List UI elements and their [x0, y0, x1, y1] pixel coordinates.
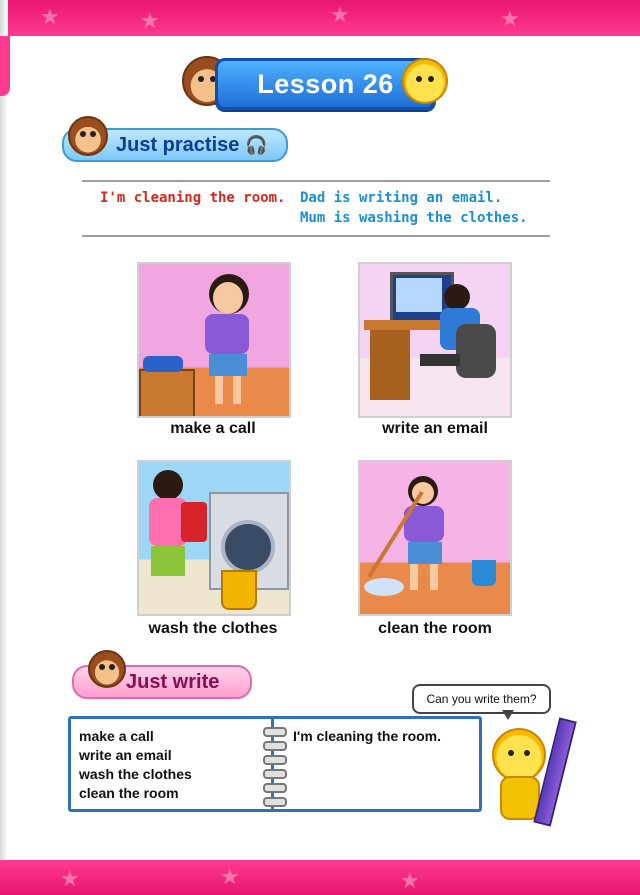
practise-sentence-blue-2: Mum is washing the clothes. — [300, 210, 528, 226]
mum-skirt — [151, 546, 185, 576]
top-pink-band — [0, 0, 640, 36]
just-write-title: Just write — [126, 670, 220, 693]
girl-leg — [410, 564, 418, 590]
picture-label: write an email — [382, 420, 488, 437]
spiral-ring-icon — [263, 769, 287, 779]
star-decoration-icon: ★ — [40, 4, 60, 29]
girl-shorts — [408, 542, 442, 564]
monitor-screen — [396, 278, 442, 312]
writing-notebook — [68, 716, 482, 812]
star-decoration-icon: ★ — [140, 8, 160, 33]
star-decoration-icon: ★ — [60, 866, 80, 891]
star-decoration-icon: ★ — [500, 6, 520, 31]
picture-label: wash the clothes — [148, 620, 278, 637]
spiral-ring-icon — [263, 755, 287, 765]
speech-bubble — [412, 684, 551, 714]
desk-drawer — [370, 330, 410, 400]
cat-mascot-icon — [402, 58, 448, 104]
cat-body — [500, 776, 540, 820]
laundry-basket-icon — [221, 570, 257, 610]
star-decoration-icon: ★ — [220, 864, 240, 889]
bottom-pink-band — [0, 860, 640, 895]
telephone-icon — [143, 356, 183, 372]
monkey-writer-icon — [88, 650, 126, 688]
girl-shorts — [209, 354, 247, 376]
picture-make-a-call — [137, 262, 291, 418]
bucket-icon — [472, 560, 496, 586]
machine-door — [221, 520, 275, 574]
star-decoration-icon: ★ — [330, 2, 350, 27]
notebook-phrase: write an email — [79, 747, 172, 763]
spiral-ring-icon — [263, 727, 287, 737]
notebook-sentence: I'm cleaning the room. — [293, 728, 442, 744]
monkey-reader-icon — [68, 116, 108, 156]
page-edge-shadow — [0, 0, 8, 895]
practise-sentence-red: I'm cleaning the room. — [100, 190, 286, 206]
dad-trousers — [420, 354, 460, 366]
dad-hair — [444, 284, 470, 310]
mum-hair — [153, 470, 183, 500]
notebook-phrase: make a call — [79, 728, 154, 744]
picture-wash-the-clothes — [137, 460, 291, 616]
speech-bubble-text: Can you write them? — [426, 692, 537, 706]
girl-leg — [430, 564, 438, 590]
girl-leg — [233, 376, 241, 404]
notebook-phrase: clean the room — [79, 785, 179, 801]
picture-label: make a call — [170, 420, 256, 437]
picture-label: clean the room — [378, 620, 492, 637]
lesson-title: Lesson 26 — [257, 68, 394, 99]
bottom-rule-line — [82, 235, 550, 237]
mop-head-icon — [364, 578, 404, 596]
girl-shirt — [205, 314, 249, 354]
picture-clean-the-room — [358, 460, 512, 616]
girl-leg — [215, 376, 223, 404]
picture-write-an-email — [358, 262, 512, 418]
spiral-ring-icon — [263, 741, 287, 751]
top-rule-line — [82, 180, 550, 182]
notebook-phrase: wash the clothes — [79, 766, 192, 782]
practise-sentence-blue-1: Dad is writing an email. — [300, 190, 503, 206]
just-practise-title: Just practise — [116, 133, 240, 156]
cat-mascot-icon — [492, 728, 546, 782]
girl-face — [213, 282, 243, 314]
star-decoration-icon: ★ — [400, 868, 420, 893]
headphones-icon: 🎧 — [245, 134, 268, 155]
spiral-ring-icon — [263, 783, 287, 793]
red-shirt — [181, 502, 207, 542]
spiral-ring-icon — [263, 797, 287, 807]
page-ribbon — [0, 36, 10, 96]
office-chair — [456, 324, 496, 378]
table-shape — [139, 369, 195, 418]
